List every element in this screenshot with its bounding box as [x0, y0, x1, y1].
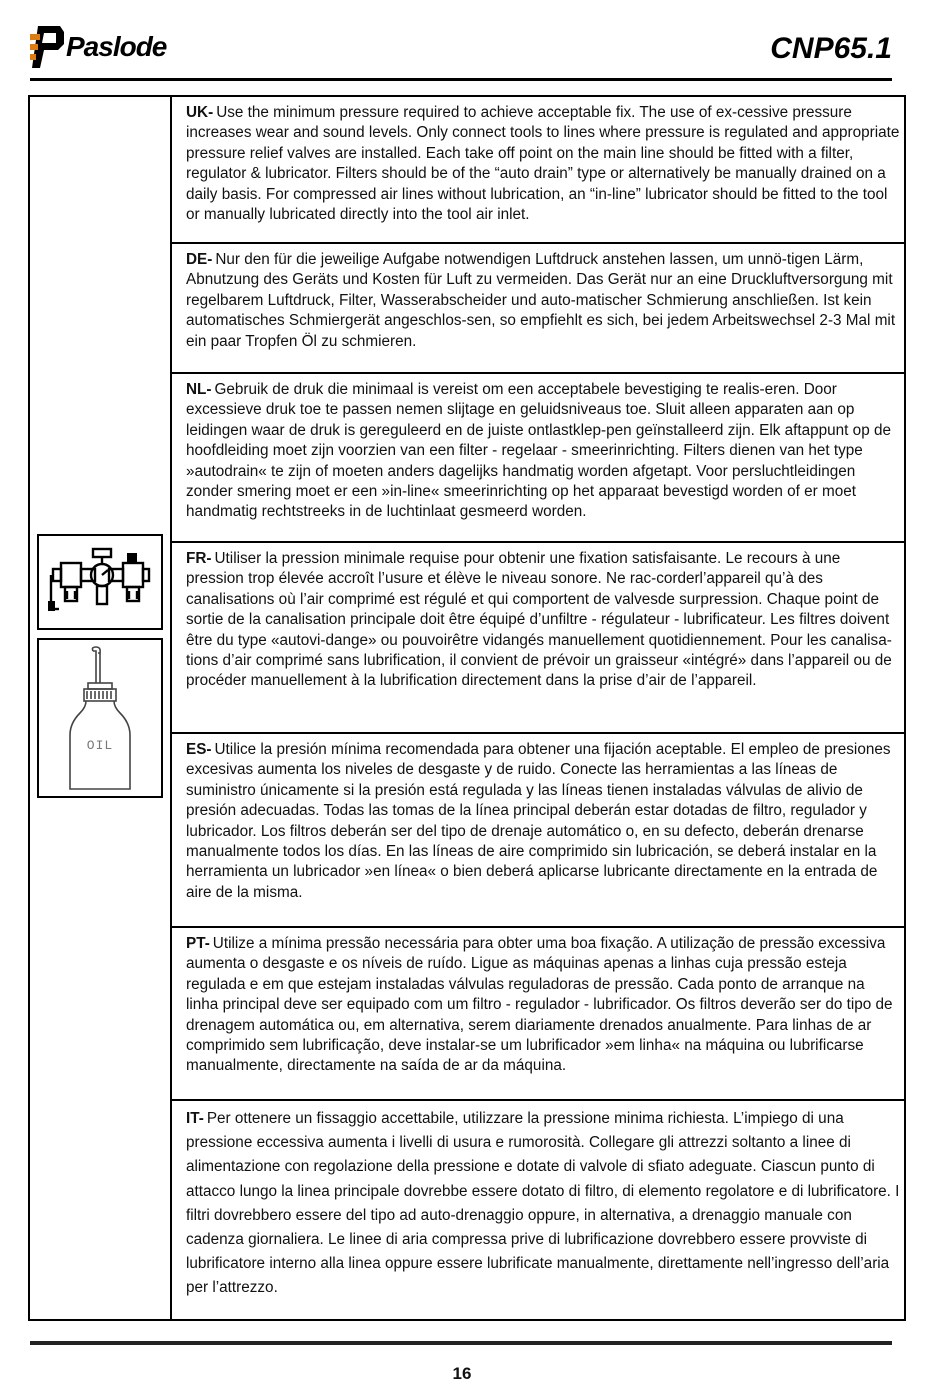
filter-regulator-lubricator-icon [45, 539, 155, 625]
instructions-column [172, 97, 904, 1319]
language-code: IT- [186, 1110, 204, 1127]
section-text: Per ottenere un fissaggio accettabile, utilizzare la pressione minima richiesta. L’impiego di una pressione eccessiva aumenta i livelli di usura e rumorosità. Collegare gli attrezzi soltanto a linee di alimentazione con regolazione della pressione e dotate di valvole di sfiato adeguate. Ciascun punto di attacco lungo la linea principale dovrebbe essere dotato di filtro, di elemento regolatore e di lubrificatore. I filtri dovrebbero essere del tipo ad auto-drenaggio oppure, in alternativa, a drenaggio manuale con cadenza giornaliera. Le linee di aria compressa prive di lubrificazione dovrebbero essere provviste di lubrificatore interno alla linea oppure essere lubrificate manualmente, direttamente nell’ingresso dell’aria per l’attrezzo. [186, 1110, 900, 1297]
section-pt [172, 928, 904, 1101]
language-code: UK- [186, 104, 214, 121]
section-text: Gebruik de druk die minimaal is vereist om een acceptabele bevestiging te realis-eren. Door excessieve druk toe te passen nemen slijtage en geluidsniveaus toe. Sluit alleen apparaten aan op leidingen waar de druk is gereguleerd en de juiste ontlastklep-pen geïnstalleerd zijn. Elk aftappunt op de hoofdleiding moet zijn voorzien van een filter - regelaar - smeerinrichting. Filters dienen van het type »autodrain« te zijn of moeten anders dagelijks handmatig worden afgetapt. Voor persluchtleidingen zonder smering moet er een »in-line« smeerinrichting op het apparaat bevestigd worden of er moet handmatig rechtstreeks in de luchtinlaat gesmeerd worden. [186, 381, 891, 521]
section-uk [172, 97, 904, 244]
icon-column [30, 97, 172, 1319]
paslode-logo-icon [30, 24, 64, 70]
language-code: PT- [186, 935, 210, 952]
section-es [172, 734, 904, 928]
page-number: 16 [452, 1364, 472, 1383]
model-number: CNP65.1 [770, 32, 892, 65]
section-text: Utilize a mínima pressão necessária para obter uma boa fixação. A utilização de pressão excessiva aumenta o desgaste e os níveis de ruído. Ligue as máquinas apenas a linhas cuja pressão esteja regulada e em que estejam instaladas válvulas reguladoras de pressão. Cada ponto de arranque na linha principal deve ser equipado com um filtro - regulador - lubrificador. Os filtros deverão ser do tipo de drenagem automática ou, em alternativa, serem diariamente drenados anualmente. Para linhas de ar comprimido sem lubrificação, deve instalar-se um lubrificador »em linha« na máquina ou lubrificarse manualmente, directamente na saída de ar da máquina. [186, 935, 893, 1075]
language-code: ES- [186, 741, 212, 758]
oil-bottle-icon [60, 643, 140, 793]
section-text: Utiliser la pression minimale requise pour obtenir une fixation satisfaisante. Le recours à une pression trop élevée accroît l’usure et élève le niveau sonore. Ne rac-corderl’appareil qu’à des canalisations où l’air comprimé est régulé et qui comportent de valvesde surpression. Chaque point de sortie de la canalisation principale doit être équipé d’unfiltre - régulateur - lubrificateur. Les filtres doivent être du type «autovi-dange» ou pouvoirêtre vidangés manuellement quotidiennement. Pour les canalisa-tions d’air comprimé sans lubrification, il convient de prévoir un graisseur «intégré» dans l’appareil ou de procéder manuellement à la lubrification directement dans la prise d’air de l’appareil. [186, 550, 892, 690]
language-code: FR- [186, 550, 212, 567]
section-it [172, 1101, 904, 1319]
oil-icon-panel [37, 638, 163, 798]
section-nl [172, 374, 904, 543]
frl-icon-panel [37, 534, 163, 630]
content-table [28, 95, 906, 1321]
section-de [172, 244, 904, 374]
oil-label: OIL [86, 738, 114, 753]
footer-divider [30, 1341, 892, 1345]
header-divider [30, 78, 892, 81]
section-fr [172, 543, 904, 734]
language-code: DE- [186, 251, 213, 268]
section-text: Nur den für die jeweilige Aufgabe notwendigen Luftdruck anstehen lassen, um unnö-tigen Lärm, Abnutzung des Geräts und Kosten für Luft zu vermeiden. Das Gerät nur an eine Druckluftversorgung mit regelbarem Luftdruck, Filter, Wasserabscheider und auto-matischer Schmierung anschließen. Ist kein automatisches Schmiergerät angeschlos-sen, so empfiehlt es sich, bei jedem Arbeitswechsel 2-3 Mal mit ein paar Tropfen Öl zu schmieren. [186, 251, 896, 350]
paslode-logo [30, 24, 166, 70]
brand-name: Paslode [66, 31, 167, 62]
section-text: Use the minimum pressure required to achieve acceptable fix. The use of ex-cessive pressure increases wear and sound levels. Only connect tools to lines where pressure is regulated and appropriate pressure relief valves are installed. Each take off point on the main line should be fitted with a filter, regulator & lubricator. Filters should be of the “auto drain” type or alternatively be manually drained on a daily basis. For compressed air lines without lubrication, an “in-line” lubricator should be fitted to the tool or manually lubricated directly into the tool air inlet. [186, 104, 900, 224]
section-text: Utilice la presión mínima recomendada para obtener una fijación aceptable. El empleo de presiones excesivas aumenta los niveles de desgaste y de ruido. Conecte las herramientas a las líneas de suministro únicamente si la presión está regulada y las líneas tienen instaladas válvulas de alivio de presión adecuadas. Todas las tomas de la línea principal deberán estar dotadas de filtro, regulador y lubricador. Los filtros deberán ser del tipo de drenaje automático o, en su defecto, deberán drenarse manualmente todos los días. En las líneas de aire comprimido sin lubricación, se deberá instalar en la herramienta un lubricador »en línea« o bien deberá aplicarse lubricante directamente en la entrada de aire de la misma. [186, 741, 891, 901]
language-code: NL- [186, 381, 212, 398]
